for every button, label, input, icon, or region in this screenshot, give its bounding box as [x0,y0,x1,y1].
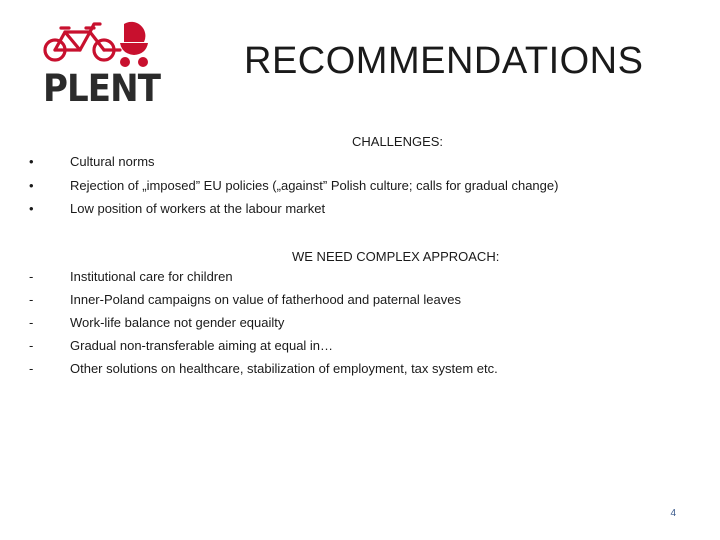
slide-title: RECOMMENDATIONS [244,40,644,82]
dash-marker: - [29,292,34,307]
approach-text: Work-life balance not gender equailty [70,315,285,330]
dash-marker: - [29,315,34,330]
bullet-marker: • [29,154,34,169]
challenge-text: Low position of workers at the labour market [70,201,326,216]
page-number: 4 [670,508,676,519]
approach-text: Inner-Poland campaigns on value of fatherhood and paternal leaves [70,292,461,307]
dash-marker: - [29,338,34,353]
approach-text: Gradual non-transferable aiming at equal in… [70,338,334,353]
approach-text: Institutional care for children [70,269,233,284]
approach-text: Other solutions on healthcare, stabilization of employment, tax system etc. [70,361,498,376]
bullet-marker: • [29,201,34,216]
plent-logo [40,18,161,112]
tandem-bicycle-stroller-icon [40,18,152,70]
challenge-text: Rejection of „imposed” EU policies („against” Polish culture; calls for gradual change) [70,178,559,193]
challenge-text: Cultural norms [70,154,155,169]
dash-marker: - [29,361,34,376]
dash-marker: - [29,269,34,284]
approach-heading: WE NEED COMPLEX APPROACH: [292,249,500,264]
challenges-heading: CHALLENGES: [352,134,444,149]
logo-text: PLENT [43,67,161,110]
bullet-marker: • [29,178,34,193]
